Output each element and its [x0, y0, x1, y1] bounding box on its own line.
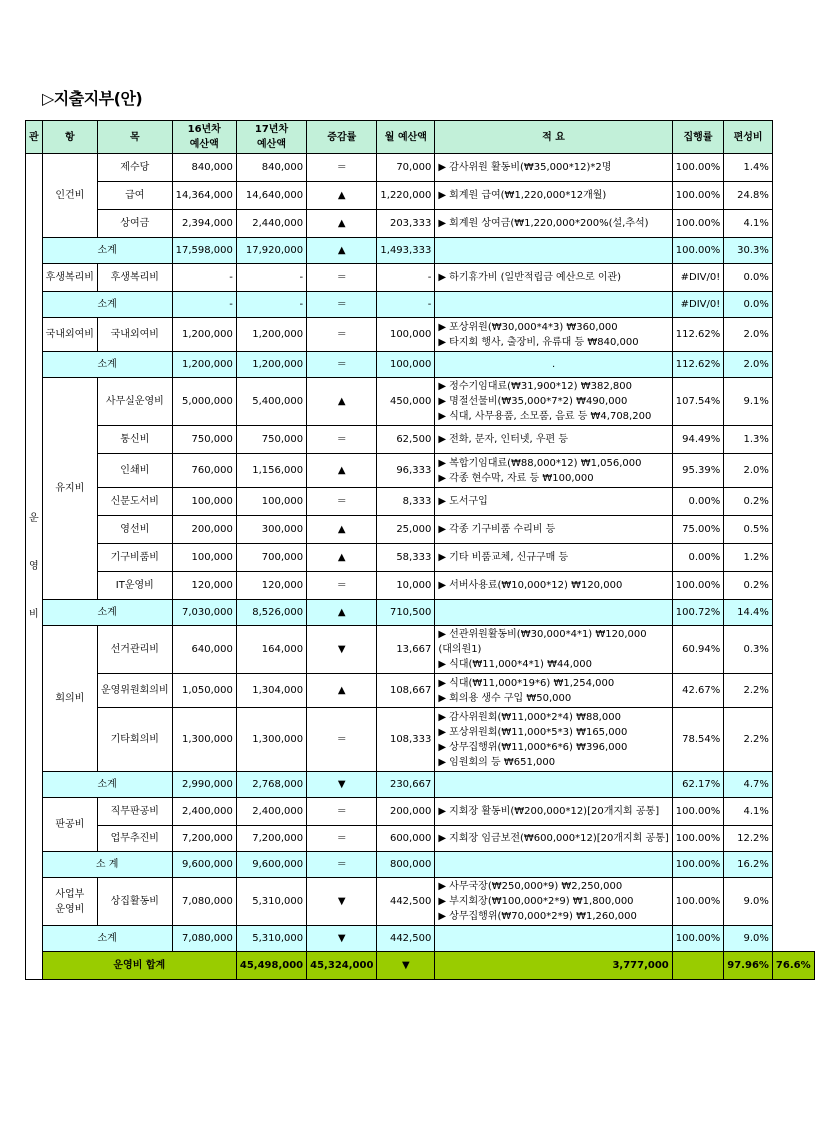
budget17-cell: - [236, 292, 306, 318]
monthly-cell: 3,777,000 [435, 952, 672, 980]
budget16-cell: 2,990,000 [172, 772, 236, 798]
mok-cell: 국내외여비 [97, 318, 172, 352]
budget17-cell: 1,200,000 [236, 318, 306, 352]
header-budget17: 17년차 예산액 [236, 121, 306, 154]
table-row [26, 572, 815, 600]
mok-cell: 사무실운영비 [97, 378, 172, 426]
budget17-cell: 300,000 [236, 516, 306, 544]
monthly-cell: 230,667 [377, 772, 435, 798]
subtotal-row [26, 926, 815, 952]
change-mark: ＝ [307, 488, 377, 516]
comp-rate-cell: 0.3% [724, 626, 773, 674]
desc-line: ▶ 식대(₩11,000*19*6) ₩1,254,000 [438, 677, 615, 689]
monthly-cell: 100,000 [377, 318, 435, 352]
budget16-cell: 7,080,000 [172, 878, 236, 926]
change-mark: ▲ [307, 238, 377, 264]
mok-cell: 기구비품비 [97, 544, 172, 572]
budget17-cell: 8,526,000 [236, 600, 306, 626]
exec-rate-cell: 100.00% [672, 182, 724, 210]
desc-cell [435, 238, 672, 264]
budget16-cell: 200,000 [172, 516, 236, 544]
comp-rate-cell: 0.2% [724, 488, 773, 516]
comp-rate-cell: 4.1% [724, 210, 773, 238]
desc-cell [435, 600, 672, 626]
budget17-cell: 1,156,000 [236, 454, 306, 488]
budget17-cell: 17,920,000 [236, 238, 306, 264]
comp-rate-cell: 4.7% [724, 772, 773, 798]
table-row [26, 154, 815, 182]
monthly-cell: 800,000 [377, 852, 435, 878]
exec-rate-cell: 62.17% [672, 772, 724, 798]
budget16-cell: 840,000 [172, 154, 236, 182]
table-row [26, 264, 815, 292]
mok-cell: IT운영비 [97, 572, 172, 600]
desc-line: ▶ 정수기임대료(₩31,900*12) ₩382,800 [438, 381, 632, 392]
table-row [26, 708, 815, 772]
table-row [26, 378, 815, 426]
change-mark: ＝ [307, 826, 377, 852]
desc-cell [435, 674, 672, 708]
budget16-cell: 5,000,000 [172, 378, 236, 426]
budget17-cell: - [236, 264, 306, 292]
mok-cell: 후생복리비 [97, 264, 172, 292]
header-monthly: 월 예산액 [377, 121, 435, 154]
budget17-cell: 1,300,000 [236, 708, 306, 772]
budget16-cell: 45,498,000 [236, 952, 306, 980]
budget17-cell: 45,324,000 [307, 952, 377, 980]
desc-cell [435, 772, 672, 798]
subtotal-row [26, 600, 815, 626]
desc-line: ▶ 상무집행위(₩70,000*2*9) ₩1,260,000 [438, 911, 637, 922]
desc-line: ▶ 명절선물비(₩35,000*7*2) ₩490,000 [438, 396, 628, 407]
budget16-cell: 14,364,000 [172, 182, 236, 210]
desc-line: ▶ 서버사용료(₩10,000*12) ₩120,000 [438, 580, 623, 591]
change-mark: ▲ [307, 516, 377, 544]
exec-rate-cell: 95.39% [672, 454, 724, 488]
desc-cell [435, 292, 672, 318]
exec-rate-cell: 100.00% [672, 852, 724, 878]
exec-rate-cell: 100.00% [672, 926, 724, 952]
change-mark: ▲ [307, 378, 377, 426]
mok-cell: 제수당 [97, 154, 172, 182]
monthly-cell: 442,500 [377, 926, 435, 952]
desc-line: ▶ 지회장 임금보전(₩600,000*12)[20개지회 공통] [438, 833, 669, 844]
comp-rate-cell: 14.4% [724, 600, 773, 626]
monthly-cell: 710,500 [377, 600, 435, 626]
page-title: ▷지출지부(안) [42, 89, 143, 108]
budget16-cell: 2,400,000 [172, 798, 236, 826]
desc-line: ▶ 감사위원 활동비(₩35,000*12)*2명 [438, 162, 612, 173]
budget16-cell: 1,050,000 [172, 674, 236, 708]
desc-line: ▶ 지회장 활동비(₩200,000*12)[20개지회 공통] [438, 806, 660, 817]
monthly-cell: - [377, 292, 435, 318]
desc-line: ▶ 회계원 상여금(₩1,220,000*200%(설,추석) [438, 218, 649, 229]
exec-rate-cell: 107.54% [672, 378, 724, 426]
monthly-cell: 8,333 [377, 488, 435, 516]
budget17-cell: 120,000 [236, 572, 306, 600]
budget17-cell: 100,000 [236, 488, 306, 516]
table-row [26, 488, 815, 516]
desc-cell [435, 516, 672, 544]
desc-cell [435, 426, 672, 454]
change-mark: ▲ [307, 600, 377, 626]
monthly-cell: 25,000 [377, 516, 435, 544]
monthly-cell: 100,000 [377, 352, 435, 378]
table-row [26, 878, 815, 926]
header-exec: 집행률 [672, 121, 724, 154]
comp-rate-cell: 9.0% [724, 878, 773, 926]
desc-line: ▶ 전화, 문자, 인터넷, 우편 등 [438, 434, 569, 445]
table-row [26, 798, 815, 826]
comp-rate-cell: 2.0% [724, 352, 773, 378]
change-mark: ▼ [307, 926, 377, 952]
budget17-cell: 1,304,000 [236, 674, 306, 708]
exec-rate-cell: 100.00% [672, 572, 724, 600]
exec-rate-cell: 42.67% [672, 674, 724, 708]
change-mark: ＝ [307, 264, 377, 292]
budget-table [25, 120, 815, 980]
desc-line: ▶ 포상위원(₩30,000*4*3) ₩360,000 [438, 321, 618, 333]
hang-cell: 유지비 [42, 378, 97, 600]
exec-rate-cell: 100.00% [672, 878, 724, 926]
subtotal-label: 소계 [42, 292, 172, 318]
exec-rate-cell: 0.00% [672, 544, 724, 572]
exec-rate-cell: 100.00% [672, 210, 724, 238]
subtotal-label: 소계 [42, 772, 172, 798]
subtotal-row [26, 772, 815, 798]
comp-rate-cell: 2.0% [724, 454, 773, 488]
desc-line: ▶ 식대(₩11,000*4*1) ₩44,000 [438, 659, 592, 670]
mok-cell: 운영위원회의비 [97, 674, 172, 708]
change-mark: ▲ [307, 544, 377, 572]
desc-line: ▶ 타지회 행사, 출장비, 유류대 등 ₩840,000 [438, 336, 639, 348]
exec-rate-cell: 75.00% [672, 516, 724, 544]
mok-cell: 선거관리비 [97, 626, 172, 674]
table-row [26, 454, 815, 488]
budget16-cell: 100,000 [172, 488, 236, 516]
table-row [26, 210, 815, 238]
change-mark: ＝ [307, 708, 377, 772]
change-mark: ＝ [307, 292, 377, 318]
desc-cell: . [435, 352, 672, 378]
mok-cell: 인쇄비 [97, 454, 172, 488]
desc-line: ▶ 하기휴가비 (일반적립금 예산으로 이관) [438, 272, 622, 283]
desc-cell [435, 626, 672, 674]
budget17-cell: 1,200,000 [236, 352, 306, 378]
monthly-cell: 1,220,000 [377, 182, 435, 210]
budget16-cell: 750,000 [172, 426, 236, 454]
desc-cell [435, 826, 672, 852]
change-mark: ▲ [307, 210, 377, 238]
monthly-cell: 13,667 [377, 626, 435, 674]
budget16-cell: 7,200,000 [172, 826, 236, 852]
change-mark: ▲ [307, 674, 377, 708]
budget16-cell: 1,300,000 [172, 708, 236, 772]
monthly-cell: - [377, 264, 435, 292]
monthly-cell: 1,493,333 [377, 238, 435, 264]
budget16-cell: - [172, 292, 236, 318]
desc-cell [435, 572, 672, 600]
desc-line: ▶ 상무집행위(₩11,000*6*6) ₩396,000 [438, 741, 628, 753]
budget16-cell: 100,000 [172, 544, 236, 572]
desc-line: ▶ 기타 비품교체, 신규구매 등 [438, 552, 569, 563]
change-mark: ＝ [307, 154, 377, 182]
exec-rate-cell: 100.00% [672, 798, 724, 826]
budget16-cell: 9,600,000 [172, 852, 236, 878]
exec-rate-cell: 112.62% [672, 352, 724, 378]
change-mark: ＝ [307, 352, 377, 378]
comp-rate-cell: 2.2% [724, 708, 773, 772]
comp-rate-cell: 16.2% [724, 852, 773, 878]
comp-rate-cell: 76.6% [772, 952, 814, 980]
mok-cell: 상여금 [97, 210, 172, 238]
desc-cell [435, 154, 672, 182]
comp-rate-cell: 4.1% [724, 798, 773, 826]
mok-cell: 직무판공비 [97, 798, 172, 826]
budget17-cell: 14,640,000 [236, 182, 306, 210]
budget17-cell: 7,200,000 [236, 826, 306, 852]
subtotal-label: 소계 [42, 238, 172, 264]
budget17-cell: 840,000 [236, 154, 306, 182]
header-desc: 적 요 [435, 121, 672, 154]
hang-cell: 인건비 [42, 154, 97, 238]
monthly-cell: 600,000 [377, 826, 435, 852]
header-rate: 증감률 [307, 121, 377, 154]
desc-line: ▶ 임원회의 등 ₩651,000 [438, 756, 556, 768]
desc-cell [435, 926, 672, 952]
header-mok: 목 [97, 121, 172, 154]
budget17-cell: 164,000 [236, 626, 306, 674]
exec-rate-cell: 100.72% [672, 600, 724, 626]
table-row [26, 182, 815, 210]
budget16-cell: - [172, 264, 236, 292]
desc-cell [435, 708, 672, 772]
monthly-cell: 442,500 [377, 878, 435, 926]
exec-rate-cell: 100.00% [672, 238, 724, 264]
subtotal-label: 소계 [42, 600, 172, 626]
table-row [26, 674, 815, 708]
comp-rate-cell: 1.3% [724, 426, 773, 454]
subtotal-row [26, 352, 815, 378]
desc-line: ▶ 각종 현수막, 자료 등 ₩100,000 [438, 472, 594, 484]
desc-cell [435, 488, 672, 516]
budget16-cell: 760,000 [172, 454, 236, 488]
gwan-cell: 운 영 비 [26, 154, 43, 980]
subtotal-row [26, 238, 815, 264]
comp-rate-cell: 2.0% [724, 318, 773, 352]
change-mark: ▼ [307, 772, 377, 798]
desc-cell [435, 798, 672, 826]
desc-line: (대의원1) [438, 644, 482, 655]
desc-line: ▶ 복합기임대료(₩88,000*12) ₩1,056,000 [438, 457, 642, 469]
budget16-cell: 120,000 [172, 572, 236, 600]
mok-cell: 상집활동비 [97, 878, 172, 926]
change-mark: ＝ [307, 798, 377, 826]
comp-rate-cell: 0.2% [724, 572, 773, 600]
change-mark: ＝ [307, 318, 377, 352]
monthly-cell: 10,000 [377, 572, 435, 600]
comp-rate-cell: 9.0% [724, 926, 773, 952]
mok-cell: 급여 [97, 182, 172, 210]
budget16-cell: 1,200,000 [172, 352, 236, 378]
comp-rate-cell: 0.0% [724, 264, 773, 292]
change-mark: ▲ [307, 454, 377, 488]
exec-rate-cell: 97.96% [724, 952, 773, 980]
desc-line: ▶ 사무국장(₩250,000*9) ₩2,250,000 [438, 881, 623, 892]
table-row [26, 426, 815, 454]
desc-line: ▶ 식대, 사무용품, 소모품, 음료 등 ₩4,708,200 [438, 411, 652, 422]
total-row [26, 952, 815, 980]
desc-line: ▶ 회의용 생수 구입 ₩50,000 [438, 692, 572, 704]
change-mark: ▼ [307, 878, 377, 926]
desc-cell [435, 318, 672, 352]
monthly-cell: 203,333 [377, 210, 435, 238]
header-comp: 편성비 [724, 121, 773, 154]
desc-cell [435, 182, 672, 210]
desc-cell [435, 264, 672, 292]
comp-rate-cell: 9.1% [724, 378, 773, 426]
comp-rate-cell: 2.2% [724, 674, 773, 708]
exec-rate-cell: 94.49% [672, 426, 724, 454]
table-row [26, 516, 815, 544]
change-mark: ＝ [307, 852, 377, 878]
desc-line: ▶ 각종 기구비품 수리비 등 [438, 524, 556, 535]
budget17-cell: 5,400,000 [236, 378, 306, 426]
table-row [26, 626, 815, 674]
desc-line: ▶ 부지회장(₩100,000*2*9) ₩1,800,000 [438, 896, 634, 907]
monthly-cell: 70,000 [377, 154, 435, 182]
desc-line: ▶ 선관위원활동비(₩30,000*4*1) ₩120,000 [438, 629, 647, 640]
desc-cell [672, 952, 724, 980]
desc-cell [435, 210, 672, 238]
subtotal-row [26, 852, 815, 878]
comp-rate-cell: 12.2% [724, 826, 773, 852]
change-mark: ▼ [377, 952, 435, 980]
header-budget16: 16년차 예산액 [172, 121, 236, 154]
exec-rate-cell: #DIV/0! [672, 292, 724, 318]
exec-rate-cell: 100.00% [672, 154, 724, 182]
monthly-cell: 108,333 [377, 708, 435, 772]
monthly-cell: 450,000 [377, 378, 435, 426]
subtotal-label: 소계 [42, 926, 172, 952]
monthly-cell: 96,333 [377, 454, 435, 488]
desc-line: ▶ 도서구입 [438, 496, 488, 507]
comp-rate-cell: 1.4% [724, 154, 773, 182]
hang-cell: 국내외여비 [42, 318, 97, 352]
hang-cell: 판공비 [42, 798, 97, 852]
change-mark: ＝ [307, 426, 377, 454]
exec-rate-cell: 60.94% [672, 626, 724, 674]
change-mark: ▼ [307, 626, 377, 674]
subtotal-label: 소 계 [42, 852, 172, 878]
comp-rate-cell: 0.5% [724, 516, 773, 544]
monthly-cell: 200,000 [377, 798, 435, 826]
comp-rate-cell: 0.0% [724, 292, 773, 318]
hang-cell: 사업부 운영비 [42, 878, 97, 926]
comp-rate-cell: 30.3% [724, 238, 773, 264]
desc-cell [435, 852, 672, 878]
budget16-cell: 7,080,000 [172, 926, 236, 952]
table-row [26, 826, 815, 852]
mok-cell: 영선비 [97, 516, 172, 544]
monthly-cell: 58,333 [377, 544, 435, 572]
desc-cell [435, 544, 672, 572]
table-row [26, 318, 815, 352]
comp-rate-cell: 24.8% [724, 182, 773, 210]
desc-cell [435, 378, 672, 426]
budget17-cell: 2,440,000 [236, 210, 306, 238]
mok-cell: 업무추진비 [97, 826, 172, 852]
budget17-cell: 2,400,000 [236, 798, 306, 826]
header-gwan: 관 [26, 121, 43, 154]
budget16-cell: 17,598,000 [172, 238, 236, 264]
budget17-cell: 5,310,000 [236, 878, 306, 926]
comp-rate-cell: 1.2% [724, 544, 773, 572]
table-row [26, 544, 815, 572]
exec-rate-cell: 112.62% [672, 318, 724, 352]
budget17-cell: 2,768,000 [236, 772, 306, 798]
subtotal-label: 운영비 합계 [42, 952, 236, 980]
mok-cell: 기타회의비 [97, 708, 172, 772]
exec-rate-cell: 0.00% [672, 488, 724, 516]
monthly-cell: 108,667 [377, 674, 435, 708]
hang-cell: 후생복리비 [42, 264, 97, 292]
desc-cell [435, 878, 672, 926]
budget16-cell: 640,000 [172, 626, 236, 674]
exec-rate-cell: 100.00% [672, 826, 724, 852]
budget17-cell: 5,310,000 [236, 926, 306, 952]
change-mark: ＝ [307, 572, 377, 600]
subtotal-label: 소계 [42, 352, 172, 378]
budget17-cell: 700,000 [236, 544, 306, 572]
budget17-cell: 750,000 [236, 426, 306, 454]
budget16-cell: 1,200,000 [172, 318, 236, 352]
subtotal-row [26, 292, 815, 318]
desc-cell [435, 454, 672, 488]
budget17-cell: 9,600,000 [236, 852, 306, 878]
mok-cell: 신문도서비 [97, 488, 172, 516]
desc-line: ▶ 감사위원회(₩11,000*2*4) ₩88,000 [438, 711, 621, 723]
header-row [26, 121, 815, 154]
budget16-cell: 2,394,000 [172, 210, 236, 238]
budget16-cell: 7,030,000 [172, 600, 236, 626]
hang-cell: 회의비 [42, 626, 97, 772]
change-mark: ▲ [307, 182, 377, 210]
monthly-cell: 62,500 [377, 426, 435, 454]
exec-rate-cell: 78.54% [672, 708, 724, 772]
exec-rate-cell: #DIV/0! [672, 264, 724, 292]
header-hang: 항 [42, 121, 97, 154]
desc-line: ▶ 회계원 급여(₩1,220,000*12개월) [438, 190, 607, 201]
desc-line: ▶ 포상위원회(₩11,000*5*3) ₩165,000 [438, 726, 628, 738]
mok-cell: 통신비 [97, 426, 172, 454]
